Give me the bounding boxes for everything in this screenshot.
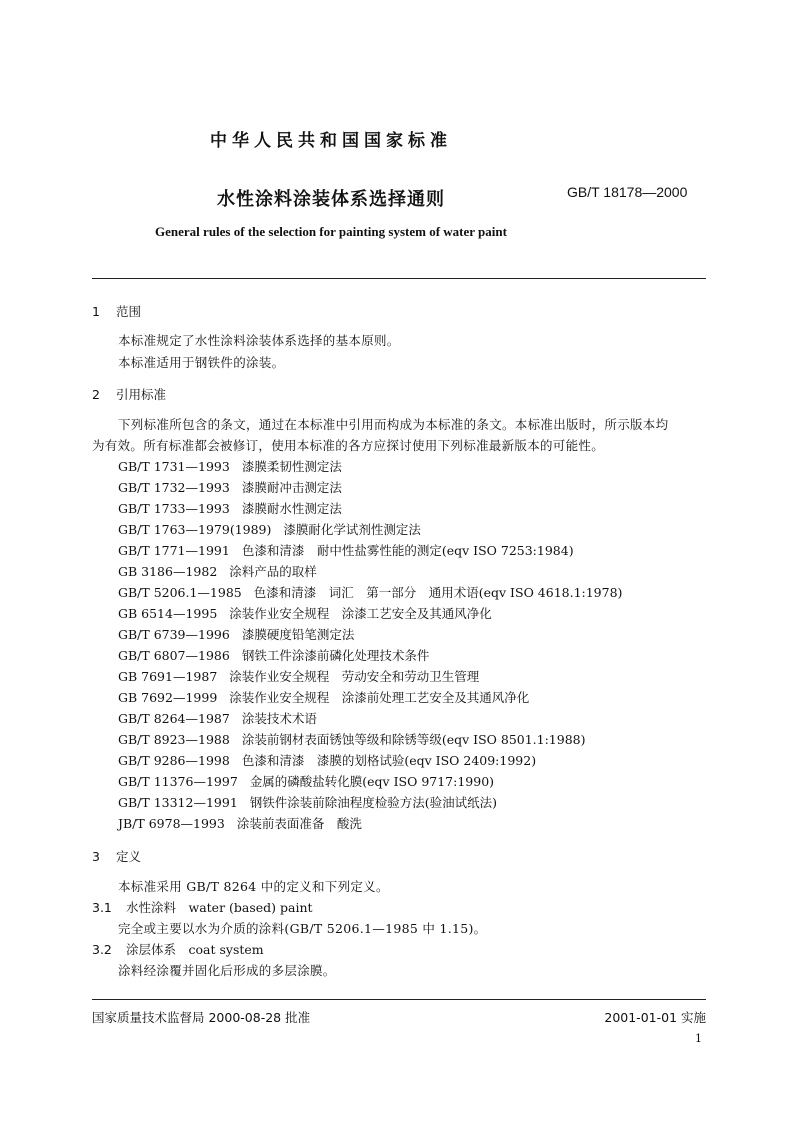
section-1-heading [92, 302, 141, 320]
paragraph: 为有效。所有标准都会被修订，使用本标准的各方应探讨使用下列标准最新版本的可能性。 [92, 438, 605, 453]
reference-item [118, 478, 342, 496]
subsection-3-2 [92, 940, 264, 958]
header-divider [92, 278, 706, 279]
reference-name: 漆膜耐水性测定法 [241, 501, 342, 516]
reference-name: 漆膜柔韧性测定法 [241, 459, 342, 474]
reference-name: 漆膜耐化学试剂性测定法 [283, 522, 421, 537]
reference-code: JB/T 6978—1993 [118, 816, 225, 831]
reference-name: 钢铁工件涂漆前磷化处理技术条件 [241, 648, 430, 663]
reference-code: GB/T 1763—1979(1989) [118, 522, 272, 537]
reference-item [118, 751, 536, 769]
reference-name: 涂装技术术语 [241, 711, 317, 726]
reference-code: GB/T 1733—1993 [118, 501, 230, 516]
reference-name: 涂装作业安全规程 涂漆前处理工艺安全及其通风净化 [229, 690, 530, 705]
term: 涂层体系 coat system [126, 942, 264, 957]
reference-code: GB/T 8923—1988 [118, 732, 230, 747]
reference-name: 涂装前表面准备 酸洗 [236, 816, 362, 831]
section-number: 3 [92, 849, 100, 864]
section-title: 引用标准 [116, 387, 167, 402]
section-title: 范围 [116, 304, 142, 319]
reference-item [118, 730, 586, 748]
reference-code: GB/T 1732—1993 [118, 480, 230, 495]
section-2-heading [92, 385, 166, 403]
implementation-date: 2001-01-01 实施 [604, 1010, 706, 1025]
reference-code: GB/T 8264—1987 [118, 711, 230, 726]
subsection-3-1 [92, 898, 313, 916]
reference-name: 金属的磷酸盐转化膜(eqv ISO 9717:1990) [249, 774, 495, 789]
reference-name: 钢铁件涂装前除油程度检验方法(验油试纸法) [249, 795, 498, 810]
reference-name: 漆膜硬度铅笔测定法 [241, 627, 355, 642]
section-number: 1 [92, 304, 100, 319]
page-number: 1 [695, 1032, 702, 1045]
reference-code: GB/T 1771—1991 [118, 543, 230, 558]
approval-info: 国家质量技术监督局 2000-08-28 批准 [92, 1010, 311, 1025]
paragraph: 本标准采用 GB/T 8264 中的定义和下列定义。 [118, 879, 389, 894]
paragraph: 本标准适用于钢铁件的涂装。 [118, 355, 285, 370]
reference-name: 涂装作业安全规程 涂漆工艺安全及其通风净化 [229, 606, 492, 621]
reference-item [118, 772, 494, 790]
reference-item [118, 562, 317, 580]
paragraph: 下列标准所包含的条文，通过在本标准中引用而构成为本标准的条文。本标准出版时，所示版本均 [118, 417, 669, 432]
reference-item [118, 520, 421, 538]
reference-code: GB/T 9286—1998 [118, 753, 230, 768]
reference-item [118, 793, 497, 811]
reference-item [118, 499, 342, 517]
reference-item [118, 646, 429, 664]
reference-name: 色漆和清漆 漆膜的划格试验(eqv ISO 2409:1992) [241, 753, 537, 768]
reference-code: GB/T 13312—1991 [118, 795, 238, 810]
reference-item [118, 583, 622, 601]
reference-item [118, 709, 317, 727]
paragraph: 本标准规定了水性涂料涂装体系选择的基本原则。 [118, 333, 400, 348]
reference-item [118, 667, 479, 685]
reference-item [118, 688, 529, 706]
section-title: 定义 [116, 849, 142, 864]
reference-code: GB 3186—1982 [118, 564, 218, 579]
section-number: 2 [92, 387, 100, 402]
reference-name: 涂料产品的取样 [229, 564, 317, 579]
reference-code: GB/T 11376—1997 [118, 774, 238, 789]
reference-code: GB/T 6739—1996 [118, 627, 230, 642]
reference-item [118, 457, 342, 475]
reference-item [118, 541, 574, 559]
subsection-number: 3.1 [92, 900, 112, 915]
reference-item [118, 814, 362, 832]
reference-code: GB/T 5206.1—1985 [118, 585, 242, 600]
reference-name: 涂装作业安全规程 劳动安全和劳动卫生管理 [229, 669, 480, 684]
reference-code: GB 7691—1987 [118, 669, 218, 684]
definition: 完全或主要以水为介质的涂料(GB/T 5206.1—1985 中 1.15)。 [118, 921, 487, 936]
reference-name: 色漆和清漆 耐中性盐雾性能的测定(eqv ISO 7253:1984) [241, 543, 574, 558]
footer-divider [92, 999, 706, 1000]
reference-code: GB/T 1731—1993 [118, 459, 230, 474]
reference-item [118, 604, 492, 622]
document-title: 水性涂料涂装体系选择通则 [217, 189, 445, 210]
reference-code: GB/T 6807—1986 [118, 648, 230, 663]
section-3-heading [92, 847, 141, 865]
reference-item [118, 625, 354, 643]
definition: 涂料经涂覆并固化后形成的多层涂膜。 [118, 963, 336, 978]
standard-number: GB/T 18178—2000 [567, 184, 688, 200]
subsection-number: 3.2 [92, 942, 112, 957]
reference-name: 色漆和清漆 词汇 第一部分 通用术语(eqv ISO 4618.1:1978) [253, 585, 623, 600]
english-title: General rules of the selection for painting system of water paint [155, 224, 507, 239]
term: 水性涂料 water (based) paint [126, 900, 313, 915]
reference-code: GB 6514—1995 [118, 606, 218, 621]
reference-name: 涂装前钢材表面锈蚀等级和除锈等级(eqv ISO 8501.1:1988) [241, 732, 586, 747]
reference-code: GB 7692—1999 [118, 690, 218, 705]
national-standard-label: 中华人民共和国国家标准 [210, 131, 452, 151]
reference-name: 漆膜耐冲击测定法 [241, 480, 342, 495]
